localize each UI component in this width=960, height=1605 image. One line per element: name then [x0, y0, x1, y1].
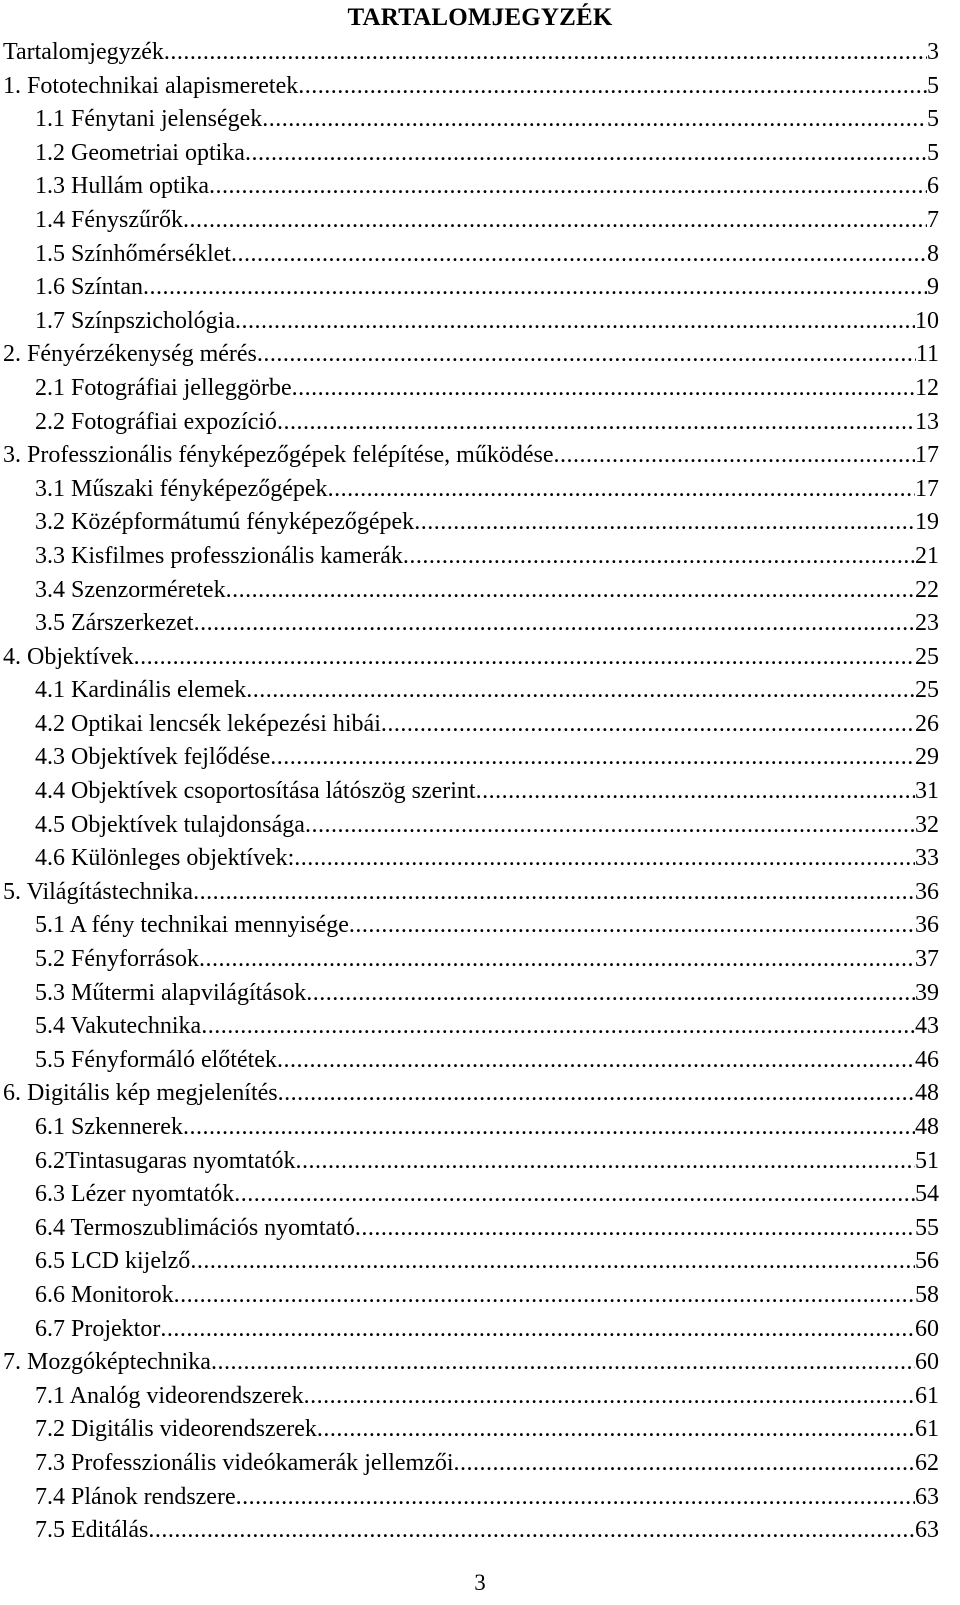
toc-entry-label: 3.1 Műszaki fényképezőgépek [35, 475, 328, 502]
toc-entry-page-number: 43 [915, 1013, 939, 1040]
toc-dot-leader [199, 943, 915, 977]
toc-dot-leader [194, 607, 915, 641]
toc-entry-label: 3.3 Kisfilmes professzionális kamerák [35, 542, 403, 569]
toc-entry[interactable] [3, 574, 939, 608]
toc-entry-label: 1.7 Színpszichológia [35, 307, 235, 334]
toc-entry[interactable] [3, 943, 939, 977]
toc-entry[interactable] [3, 305, 939, 339]
toc-dot-leader [134, 641, 915, 675]
toc-entry-page-number: 21 [915, 542, 939, 569]
toc-entry-label: 7.1 Analóg videorendszerek [35, 1382, 304, 1409]
toc-dot-leader [245, 137, 927, 171]
toc-entry-label: 7.4 Plánok rendszere [35, 1483, 236, 1510]
toc-entry-label: 6.6 Monitorok [35, 1281, 174, 1308]
toc-entry-label: 7.3 Professzionális videókamerák jellemzői [35, 1449, 454, 1476]
toc-entry[interactable] [3, 1481, 939, 1515]
toc-entry-label: 5.1 A fény technikai mennyisége [35, 912, 349, 939]
toc-entry[interactable] [3, 1077, 939, 1111]
toc-entry-page-number: 39 [915, 979, 939, 1006]
toc-entry-page-number: 11 [915, 341, 939, 368]
toc-entry[interactable] [3, 170, 939, 204]
toc-entry-label: 5.5 Fényformáló előtétek [35, 1046, 277, 1073]
toc-entry-page-number: 6 [927, 173, 939, 200]
toc-dot-leader [143, 271, 927, 305]
toc-entry[interactable] [3, 204, 939, 238]
toc-dot-leader [304, 1380, 915, 1414]
toc-entry[interactable] [3, 372, 939, 406]
toc-entry-label: 6.1 Szkennerek [35, 1114, 183, 1140]
toc-entry-page-number: 7 [927, 206, 939, 233]
toc-entry-page-number: 36 [915, 878, 939, 905]
toc-entry[interactable] [3, 238, 939, 272]
toc-entry-page-number: 60 [915, 1349, 939, 1376]
toc-entry[interactable] [3, 1245, 939, 1279]
toc-entry[interactable] [3, 607, 939, 641]
toc-entry-label: 4. Objektívek [3, 643, 134, 670]
toc-entry-label: 5.3 Műtermi alapvilágítások [35, 979, 307, 1006]
toc-entry-label: 2. Fényérzékenység mérés [3, 341, 257, 368]
toc-entry-label: 3.4 Szenzorméretek [35, 576, 226, 603]
toc-dot-leader [201, 1010, 915, 1044]
toc-entry[interactable] [3, 406, 939, 440]
toc-entry-page-number: 55 [915, 1214, 939, 1241]
toc-entry[interactable] [3, 842, 939, 876]
toc-entry-page-number: 3 [927, 39, 939, 65]
toc-dot-leader [183, 204, 927, 238]
toc-entry-label: 3. Professzionális fényképezőgépek felépítése, működése [3, 442, 554, 469]
toc-entry[interactable] [3, 876, 939, 910]
toc-dot-leader [328, 473, 915, 507]
toc-entry-label: 1. Fototechnikai alapismeretek [3, 72, 299, 99]
page-title: TARTALOMJEGYZÉK [347, 4, 613, 31]
toc-dot-leader [211, 1346, 915, 1380]
toc-dot-leader [355, 1212, 915, 1246]
toc-entry-label: 3.5 Zárszerkezet [35, 610, 194, 637]
toc-entry-page-number: 48 [915, 1080, 939, 1107]
toc-entry-page-number: 58 [915, 1281, 939, 1308]
toc-entry-page-number: 23 [915, 610, 939, 637]
toc-entry[interactable] [3, 1514, 939, 1548]
toc-entry-page-number: 51 [915, 1147, 939, 1174]
toc-dot-leader [278, 1077, 915, 1111]
toc-entry[interactable] [3, 741, 939, 775]
toc-entry-label: Tartalomjegyzék [3, 39, 164, 65]
toc-entry[interactable] [3, 1313, 939, 1347]
toc-dot-leader [349, 909, 915, 943]
toc-entry-page-number: 33 [915, 845, 939, 872]
toc-entry-label: 6.5 LCD kijelző [35, 1248, 191, 1275]
toc-dot-leader [403, 540, 915, 574]
toc-entry-label: 6. Digitális kép megjelenítés [3, 1080, 278, 1107]
toc-entry[interactable] [3, 137, 939, 171]
toc-entry-page-number: 19 [915, 509, 939, 536]
toc-entry-page-number: 61 [915, 1382, 939, 1409]
toc-entry[interactable] [3, 775, 939, 809]
toc-dot-leader [305, 809, 915, 843]
table-of-contents [3, 36, 939, 1548]
toc-entry-label: 2.2 Fotográfiai expozíció [35, 408, 277, 435]
toc-dot-leader [257, 338, 916, 372]
toc-entry-page-number: 60 [915, 1315, 939, 1342]
toc-dot-leader [246, 674, 915, 708]
toc-dot-leader [292, 372, 915, 406]
toc-entry-page-number: 56 [915, 1248, 939, 1275]
toc-dot-leader [553, 439, 915, 473]
toc-entry-label: 4.6 Különleges objektívek: [35, 845, 295, 872]
toc-entry-label: 7.5 Editálás [35, 1517, 149, 1544]
toc-dot-leader [231, 238, 927, 272]
toc-entry-page-number: 63 [915, 1483, 939, 1510]
toc-entry-label: 1.3 Hullám optika [35, 173, 209, 200]
toc-entry[interactable] [3, 439, 939, 473]
toc-dot-leader [226, 574, 915, 608]
toc-entry-page-number: 26 [915, 710, 939, 737]
toc-entry[interactable] [3, 1010, 939, 1044]
toc-entry[interactable] [3, 708, 939, 742]
toc-entry-label: 6.2Tintasugaras nyomtatók [35, 1147, 296, 1174]
toc-entry[interactable] [3, 540, 939, 574]
toc-entry-label: 5. Világítástechnika [3, 878, 194, 905]
toc-entry-page-number: 5 [927, 139, 939, 166]
toc-entry-page-number: 22 [915, 576, 939, 603]
toc-entry-page-number: 37 [915, 946, 939, 973]
toc-dot-leader [262, 103, 927, 137]
toc-entry-label: 3.2 Középformátumú fényképezőgépek [35, 509, 415, 536]
toc-entry-label: 7.2 Digitális videorendszerek [35, 1416, 317, 1443]
toc-entry-label: 4.5 Objektívek tulajdonsága [35, 811, 305, 838]
toc-dot-leader [454, 1447, 915, 1481]
toc-dot-leader [174, 1279, 915, 1313]
toc-dot-leader [160, 1313, 915, 1347]
toc-entry[interactable] [3, 1178, 939, 1212]
toc-entry-page-number: 46 [915, 1046, 939, 1073]
toc-entry-label: 1.2 Geometriai optika [35, 139, 245, 166]
toc-entry[interactable] [3, 1279, 939, 1313]
toc-entry-page-number: 54 [915, 1181, 939, 1208]
toc-entry-page-number: 29 [915, 744, 939, 771]
toc-entry[interactable] [3, 473, 939, 507]
toc-entry-label: 6.3 Lézer nyomtatók [35, 1181, 235, 1208]
toc-entry[interactable] [3, 338, 939, 372]
toc-entry-page-number: 32 [915, 811, 939, 838]
toc-entry[interactable] [3, 70, 939, 104]
toc-entry[interactable] [3, 1413, 939, 1447]
toc-entry[interactable] [3, 809, 939, 843]
toc-entry[interactable] [3, 103, 939, 137]
toc-entry-page-number: 5 [927, 72, 939, 99]
toc-dot-leader [295, 1145, 915, 1179]
toc-dot-leader [277, 406, 915, 440]
toc-entry-page-number: 9 [927, 274, 939, 301]
toc-entry[interactable] [3, 1380, 939, 1414]
toc-entry[interactable] [3, 506, 939, 540]
toc-entry-page-number: 25 [915, 677, 939, 704]
toc-dot-leader [235, 305, 915, 339]
toc-entry-label: 4.2 Optikai lencsék leképezési hibái [35, 710, 381, 737]
toc-dot-leader [476, 775, 915, 809]
toc-entry-label: 7. Mozgóképtechnika [3, 1349, 211, 1376]
toc-entry-page-number: 10 [915, 307, 939, 334]
toc-entry-page-number: 25 [915, 643, 939, 670]
toc-entry-page-number: 48 [915, 1114, 939, 1140]
toc-entry[interactable] [3, 909, 939, 943]
page-number-footer: 3 [474, 1570, 486, 1595]
toc-entry-label: 5.4 Vakutechnika [35, 1013, 202, 1040]
toc-entry-label: 6.4 Termoszublimációs nyomtató [35, 1214, 355, 1241]
toc-entry[interactable] [3, 1044, 939, 1078]
toc-entry[interactable] [3, 674, 939, 708]
toc-entry-label: 5.2 Fényforrások [35, 946, 199, 973]
toc-entry-page-number: 13 [915, 408, 939, 435]
toc-entry-label: 2.1 Fotográfiai jelleggörbe [35, 374, 292, 401]
toc-dot-leader [317, 1413, 915, 1447]
toc-dot-leader [270, 741, 915, 775]
toc-entry[interactable] [3, 1111, 939, 1145]
toc-entry-label: 6.7 Projektor [35, 1315, 161, 1342]
toc-entry-label: 1.4 Fényszűrők [35, 206, 183, 233]
toc-dot-leader [193, 876, 915, 910]
toc-entry-page-number: 17 [915, 442, 939, 469]
toc-dot-leader [306, 977, 915, 1011]
toc-entry-page-number: 63 [915, 1517, 939, 1544]
toc-dot-leader [298, 70, 927, 104]
toc-entry-label: 4.1 Kardinális elemek [35, 677, 247, 704]
toc-dot-leader [209, 170, 927, 204]
toc-entry-page-number: 36 [915, 912, 939, 939]
toc-entry[interactable] [3, 1447, 939, 1481]
toc-entry[interactable] [3, 1212, 939, 1246]
toc-dot-leader [381, 708, 915, 742]
toc-entry-label: 4.4 Objektívek csoportosítása látószög szerint [35, 778, 476, 805]
toc-entry-label: 1.5 Színhőmérséklet [35, 240, 231, 267]
toc-entry[interactable] [3, 36, 939, 70]
toc-entry-page-number: 17 [915, 475, 939, 502]
toc-entry[interactable] [3, 641, 939, 675]
toc-dot-leader [234, 1178, 915, 1212]
toc-dot-leader [183, 1111, 915, 1145]
toc-entry-page-number: 5 [927, 106, 939, 133]
toc-dot-leader [277, 1044, 915, 1078]
toc-entry[interactable] [3, 1145, 939, 1179]
toc-entry[interactable] [3, 1346, 939, 1380]
toc-entry-page-number: 61 [915, 1416, 939, 1443]
toc-dot-leader [148, 1514, 915, 1548]
toc-dot-leader [294, 842, 915, 876]
toc-entry-label: 1.6 Színtan [35, 274, 143, 301]
toc-entry-page-number: 62 [915, 1449, 939, 1476]
toc-entry[interactable] [3, 271, 939, 305]
toc-dot-leader [236, 1481, 915, 1515]
toc-entry-label: 4.3 Objektívek fejlődése [35, 744, 271, 771]
toc-dot-leader [190, 1245, 915, 1279]
toc-entry-label: 1.1 Fénytani jelenségek [35, 106, 263, 133]
toc-entry-page-number: 8 [927, 240, 939, 267]
toc-entry-page-number: 31 [915, 778, 939, 805]
toc-entry-page-number: 12 [915, 374, 939, 401]
toc-dot-leader [414, 506, 915, 540]
toc-dot-leader [164, 36, 927, 70]
toc-entry[interactable] [3, 977, 939, 1011]
